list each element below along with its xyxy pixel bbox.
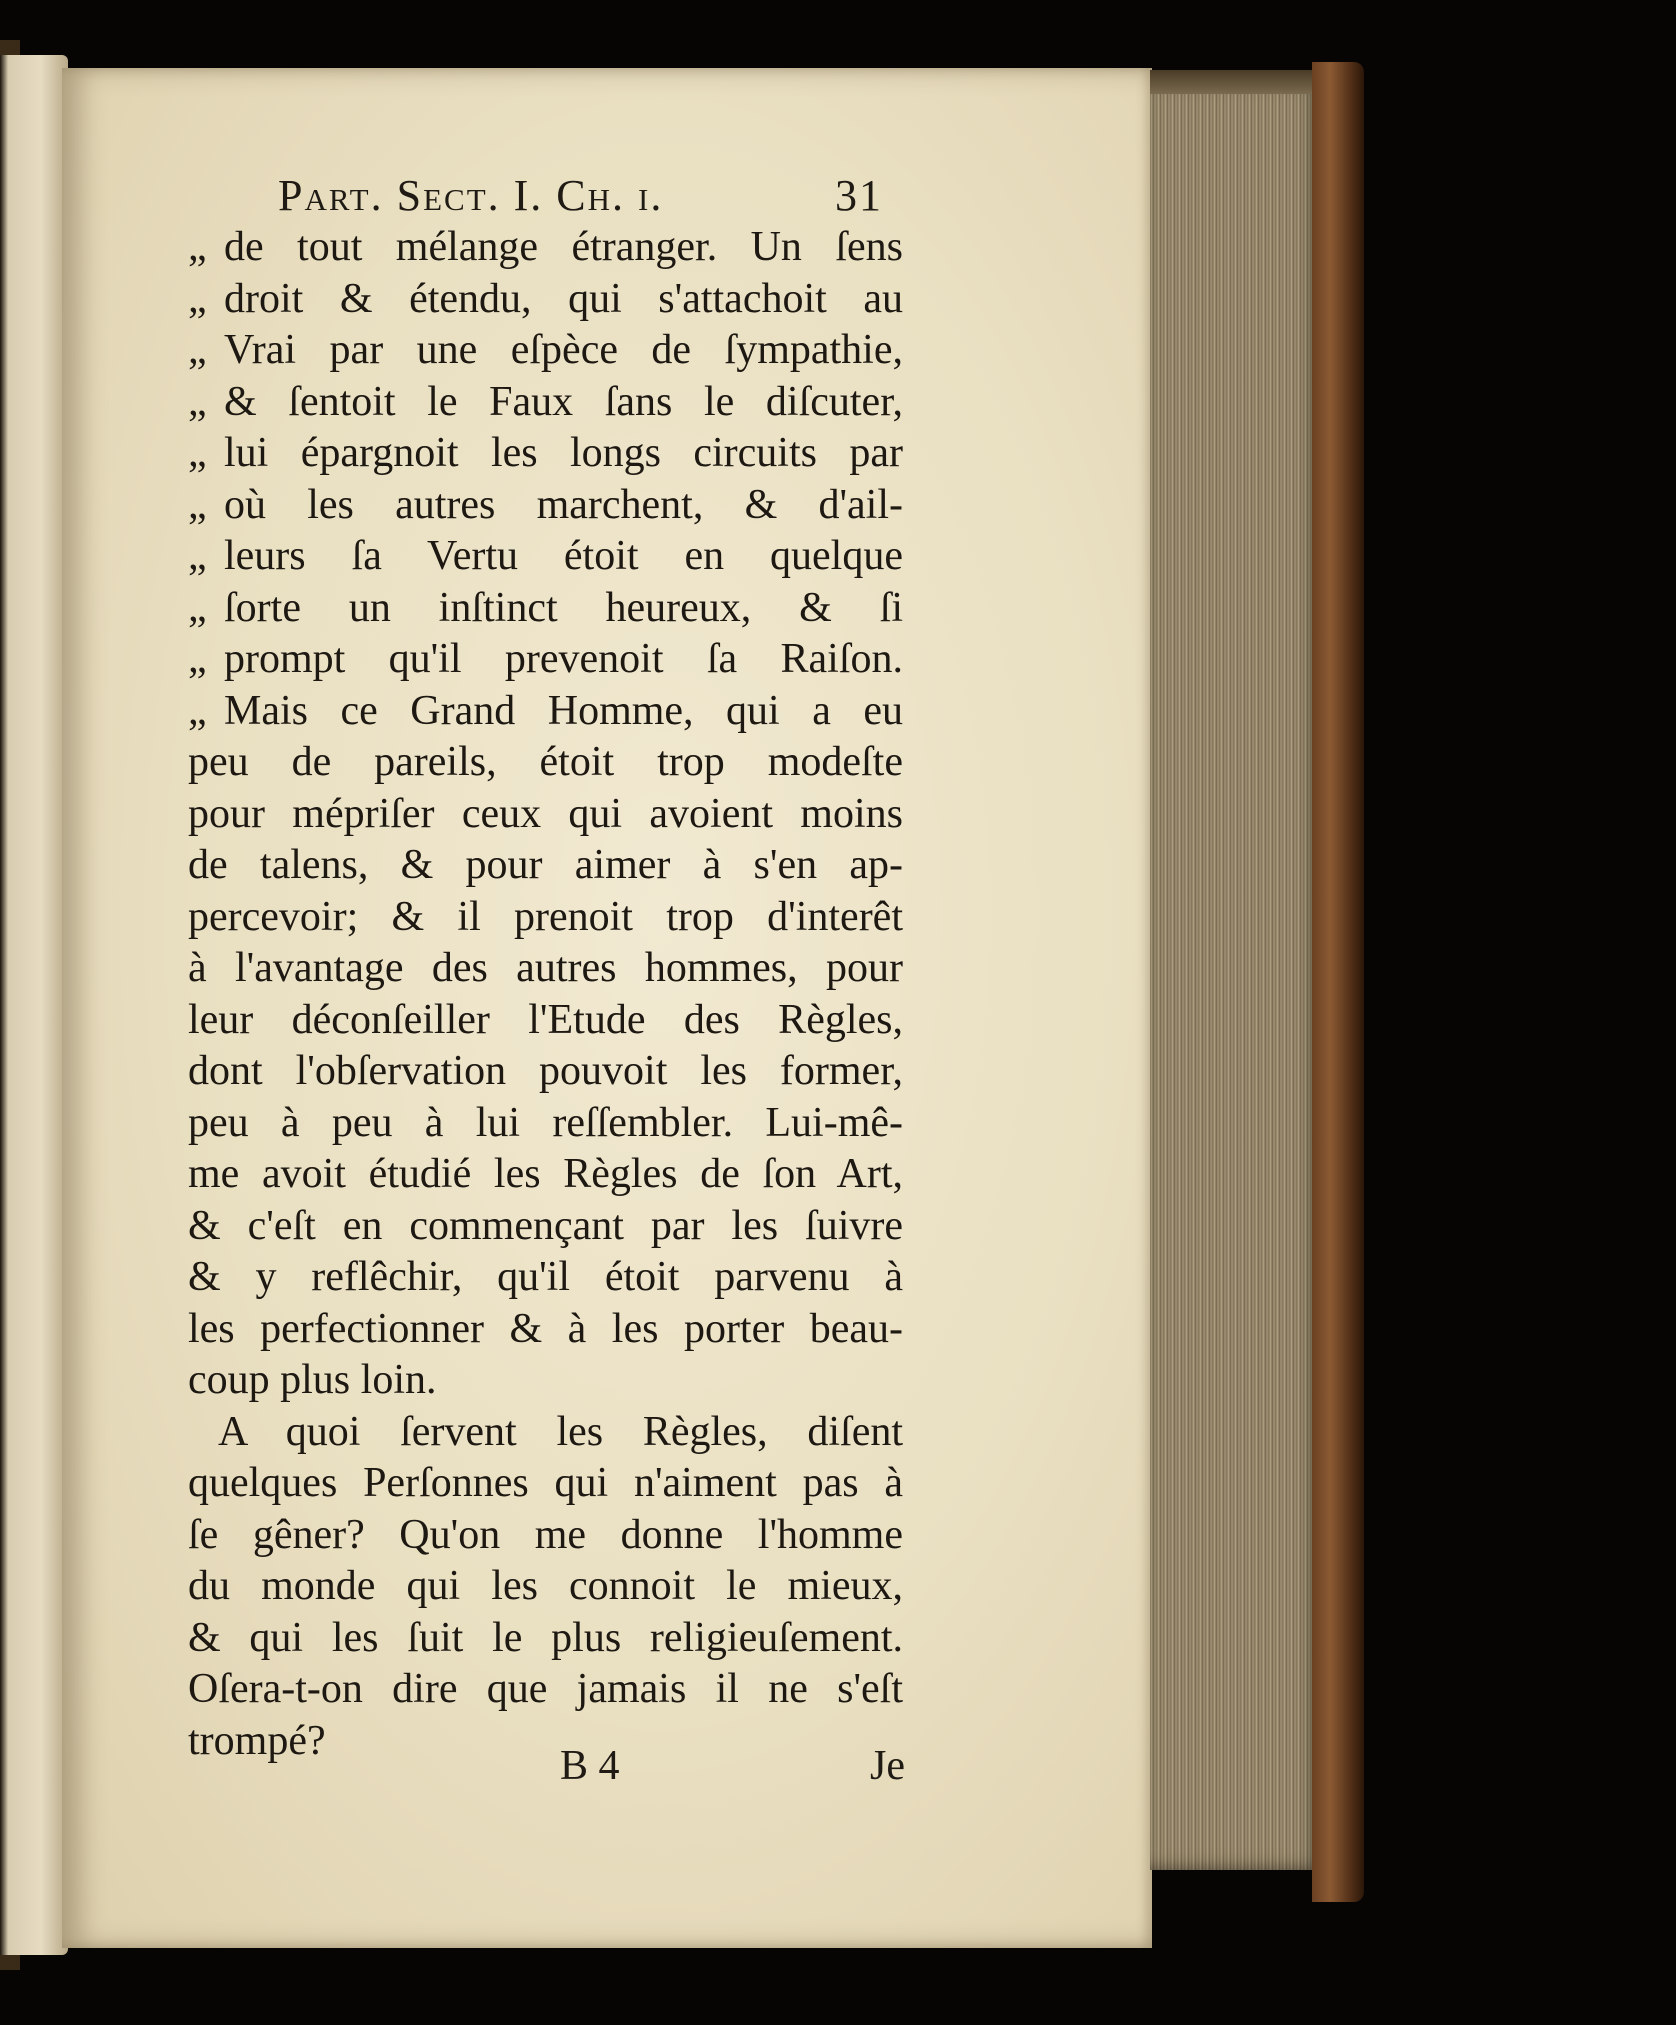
line-text: de tout mélange étranger. Un ſens: [224, 224, 903, 270]
line-text: quelques Perſonnes qui n'aiment pas à: [188, 1460, 903, 1506]
line-text: A quoi ſervent les Règles, diſent: [218, 1408, 903, 1455]
page-number: 31: [835, 171, 883, 220]
text-line: [188, 892, 903, 944]
text-line: [188, 1458, 903, 1510]
text-line: [188, 737, 903, 789]
text-line: [188, 531, 903, 583]
book-cover-spine: [1312, 62, 1364, 1902]
quote-mark: „: [188, 584, 207, 631]
line-text: les perfectionner & à les porter beau-: [188, 1305, 903, 1352]
line-text: pour mépriſer ceux qui avoient moins: [188, 790, 903, 837]
line-text: & c'eſt en commençant par les ſuivre: [188, 1202, 903, 1249]
text-line: [188, 943, 903, 995]
signature-mark: B 4: [560, 1743, 620, 1789]
text-line: [188, 428, 903, 480]
quote-mark: „: [188, 275, 207, 322]
text-line: [188, 1149, 903, 1201]
line-text: peu de pareils, étoit trop modeſte: [188, 739, 903, 785]
line-text: leurs ſa Vertu étoit en quelque: [224, 533, 903, 579]
line-text: de talens, & pour aimer à s'en ap-: [188, 842, 903, 888]
text-line: [188, 1510, 903, 1562]
quote-mark: „: [188, 533, 207, 579]
text-line: [188, 274, 903, 326]
quote-mark: „: [188, 378, 207, 425]
line-text: percevoir; & il prenoit trop d'interêt: [188, 893, 903, 940]
text-line: [188, 686, 903, 738]
text-line: [188, 1407, 903, 1459]
text-line: [188, 583, 903, 635]
text-line: [188, 995, 903, 1047]
body-text: [188, 222, 903, 1767]
line-text: trompé?: [188, 1717, 326, 1764]
line-text: & qui les ſuit le plus religieuſement.: [188, 1614, 903, 1661]
line-text: lui épargnoit les longs circuits par: [224, 430, 903, 476]
quote-mark: „: [188, 430, 207, 476]
page-block-edges: [1150, 80, 1325, 1870]
quote-mark: „: [188, 327, 207, 373]
text-line: [188, 1252, 903, 1304]
text-line: [188, 480, 903, 532]
line-text: me avoit étudié les Règles de ſon Art,: [188, 1151, 903, 1197]
line-text: où les autres marchent, & d'ail-: [224, 481, 903, 528]
text-line: [188, 634, 903, 686]
quote-mark: „: [188, 687, 207, 734]
text-line: [188, 1561, 903, 1613]
line-text: Vrai par une eſpèce de ſympathie,: [224, 327, 903, 373]
page-footer: [560, 1742, 905, 1798]
text-line: [188, 1046, 903, 1098]
line-text: leur déconſeiller l'Etude des Règles,: [188, 996, 903, 1043]
line-text: peu à peu à lui reſſembler. Lui-mê-: [188, 1099, 903, 1146]
line-text: coup plus loin.: [188, 1357, 437, 1403]
line-text: droit & étendu, qui s'attachoit au: [224, 275, 903, 322]
line-text: prompt qu'il prevenoit ſa Raiſon.: [224, 636, 903, 682]
text-line: [188, 325, 903, 377]
text-line: [188, 1098, 903, 1150]
line-text: Oſera-t-on dire que jamais il ne s'eſt: [188, 1666, 903, 1712]
running-head-title: Part. Sect. I. Ch. i.: [278, 171, 664, 220]
line-text: & ſentoit le Faux ſans le diſcuter,: [224, 378, 903, 425]
text-line: [188, 222, 903, 274]
line-text: ſe gêner? Qu'on me donne l'homme: [188, 1511, 903, 1558]
quote-mark: „: [188, 636, 207, 682]
quote-mark: „: [188, 481, 207, 528]
facing-page-edge: [0, 55, 68, 1955]
text-line: [188, 377, 903, 429]
quote-mark: „: [188, 224, 207, 270]
line-text: ſorte un inſtinct heureux, & ſi: [224, 584, 903, 631]
text-line: [188, 1355, 903, 1407]
line-text: Mais ce Grand Homme, qui a eu: [224, 687, 903, 734]
line-text: dont l'obſervation pouvoit les former,: [188, 1048, 903, 1094]
catchword: Je: [870, 1743, 905, 1789]
text-line: [188, 789, 903, 841]
running-header: [278, 170, 883, 230]
text-line: [188, 1304, 903, 1356]
line-text: & y reflêchir, qu'il étoit parvenu à: [188, 1254, 903, 1300]
line-text: du monde qui les connoit le mieux,: [188, 1563, 903, 1609]
text-line: [188, 1613, 903, 1665]
text-line: [188, 1664, 903, 1716]
text-line: [188, 840, 903, 892]
line-text: à l'avantage des autres hommes, pour: [188, 945, 903, 991]
text-line: [188, 1201, 903, 1253]
